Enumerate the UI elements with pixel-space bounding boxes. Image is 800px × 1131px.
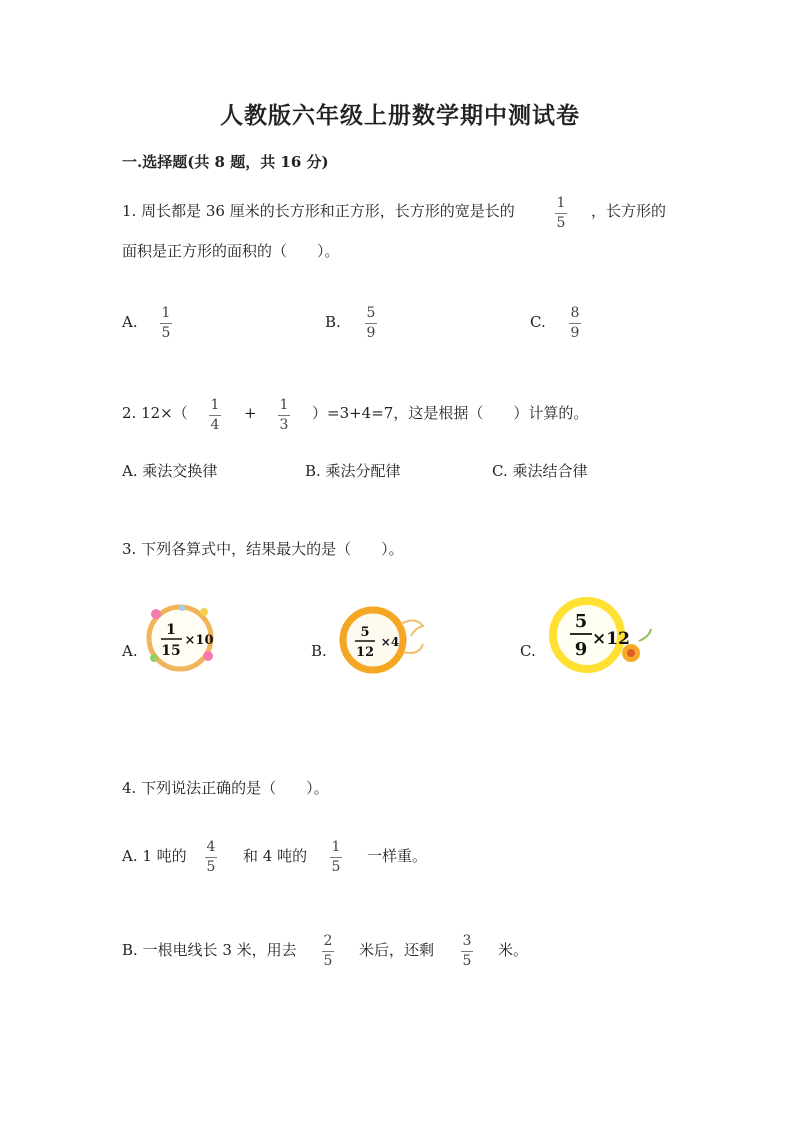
q1-option-a-label: A. — [122, 313, 138, 331]
q4-option-a-prefix: A. 1 吨的 — [122, 847, 187, 865]
q3-option-b-badge — [333, 604, 438, 678]
fraction-numerator: 5 — [366, 305, 376, 321]
flower-icon — [203, 651, 213, 661]
fraction-numerator: 1 — [279, 397, 289, 413]
q4-option-b-fraction-1 — [322, 934, 334, 969]
q2-plus-sign: + — [244, 404, 257, 422]
section-heading: 一.选择题(共 8 题，共 16 分) — [122, 153, 329, 171]
flower-icon — [200, 608, 208, 616]
q3-option-a-label: A. — [122, 642, 138, 660]
q1-option-a-fraction — [160, 306, 172, 341]
badge-numerator: 1 — [166, 622, 176, 638]
q3-option-b-label: B. — [311, 642, 327, 660]
q4-option-b-suffix: 米。 — [498, 941, 529, 959]
q2-fraction-2 — [278, 398, 290, 433]
fraction-denominator: 5 — [323, 953, 333, 969]
q1-line1-suffix: ，长方形的 — [591, 202, 667, 220]
q1-option-c-fraction — [569, 306, 581, 341]
fraction-denominator: 5 — [462, 953, 472, 969]
fraction-denominator: 5 — [161, 325, 171, 341]
q4-option-a-middle: 和 4 吨的 — [243, 847, 308, 865]
flower-icon — [179, 605, 185, 611]
q1-option-b-label: B. — [325, 313, 341, 331]
fraction-numerator: 1 — [210, 397, 220, 413]
flower-icon — [151, 609, 161, 619]
leaf-icon — [150, 654, 158, 662]
q4-option-a-fraction-1 — [205, 840, 217, 875]
page-title: 人教版六年级上册数学期中测试卷 — [220, 102, 580, 129]
q4-option-a-suffix: 一样重。 — [367, 847, 428, 865]
q2-option-c: C. 乘法结合律 — [492, 462, 588, 480]
q3-stem: 3. 下列各算式中，结果最大的是（ ）。 — [122, 540, 404, 558]
fraction-denominator: 9 — [366, 325, 376, 341]
fraction-numerator: 8 — [570, 305, 580, 321]
fraction-numerator: 2 — [323, 933, 333, 949]
q2-option-a: A. 乘法交换律 — [122, 462, 218, 480]
fraction-denominator: 4 — [210, 417, 220, 433]
q2-suffix: ）=3+4=7，这是根据（ ）计算的。 — [312, 404, 589, 422]
q1-line1-text: 1. 周长都是 36 厘米的长方形和正方形，长方形的宽是长的 — [122, 202, 515, 220]
fraction-denominator: 9 — [570, 325, 580, 341]
fraction-denominator: 3 — [279, 417, 289, 433]
badge-numerator: 5 — [574, 611, 588, 632]
q4-option-b-fraction-2 — [461, 934, 473, 969]
q1-option-b-fraction — [365, 306, 377, 341]
q4-option-b-middle: 米后，还剩 — [359, 941, 435, 959]
q1-option-c-label: C. — [530, 313, 546, 331]
q4-stem: 4. 下列说法正确的是（ ）。 — [122, 779, 329, 797]
q4-option-b-prefix: B. 一根电线长 3 米，用去 — [122, 941, 297, 959]
fraction-numerator: 3 — [462, 933, 472, 949]
badge-denominator: 15 — [161, 643, 181, 659]
fraction-denominator: 5 — [556, 215, 566, 231]
q2-option-b: B. 乘法分配律 — [305, 462, 401, 480]
q2-prefix: 2. 12×（ — [122, 404, 188, 422]
q1-line2-text: 面积是正方形的面积的（ ）。 — [122, 242, 340, 260]
fraction-denominator: 5 — [206, 859, 216, 875]
fraction-numerator: 1 — [331, 839, 341, 855]
q3-option-a-badge — [142, 600, 224, 676]
badge-multiplier: ×4 — [380, 635, 400, 649]
q4-option-a-fraction-2 — [330, 840, 342, 875]
fraction-numerator: 1 — [161, 305, 171, 321]
badge-multiplier: ×12 — [592, 629, 630, 649]
badge-denominator: 9 — [574, 639, 588, 660]
badge-multiplier: ×10 — [184, 633, 214, 648]
fraction-numerator: 4 — [206, 839, 216, 855]
q3-option-c-badge — [543, 597, 658, 675]
leaf-icon — [639, 629, 651, 641]
q2-fraction-1 — [209, 398, 221, 433]
q1-fraction — [555, 196, 567, 231]
fraction-numerator: 1 — [556, 195, 566, 211]
q3-option-c-label: C. — [520, 642, 536, 660]
badge-denominator: 12 — [355, 645, 375, 660]
badge-numerator: 5 — [360, 625, 370, 640]
fraction-denominator: 5 — [331, 859, 341, 875]
